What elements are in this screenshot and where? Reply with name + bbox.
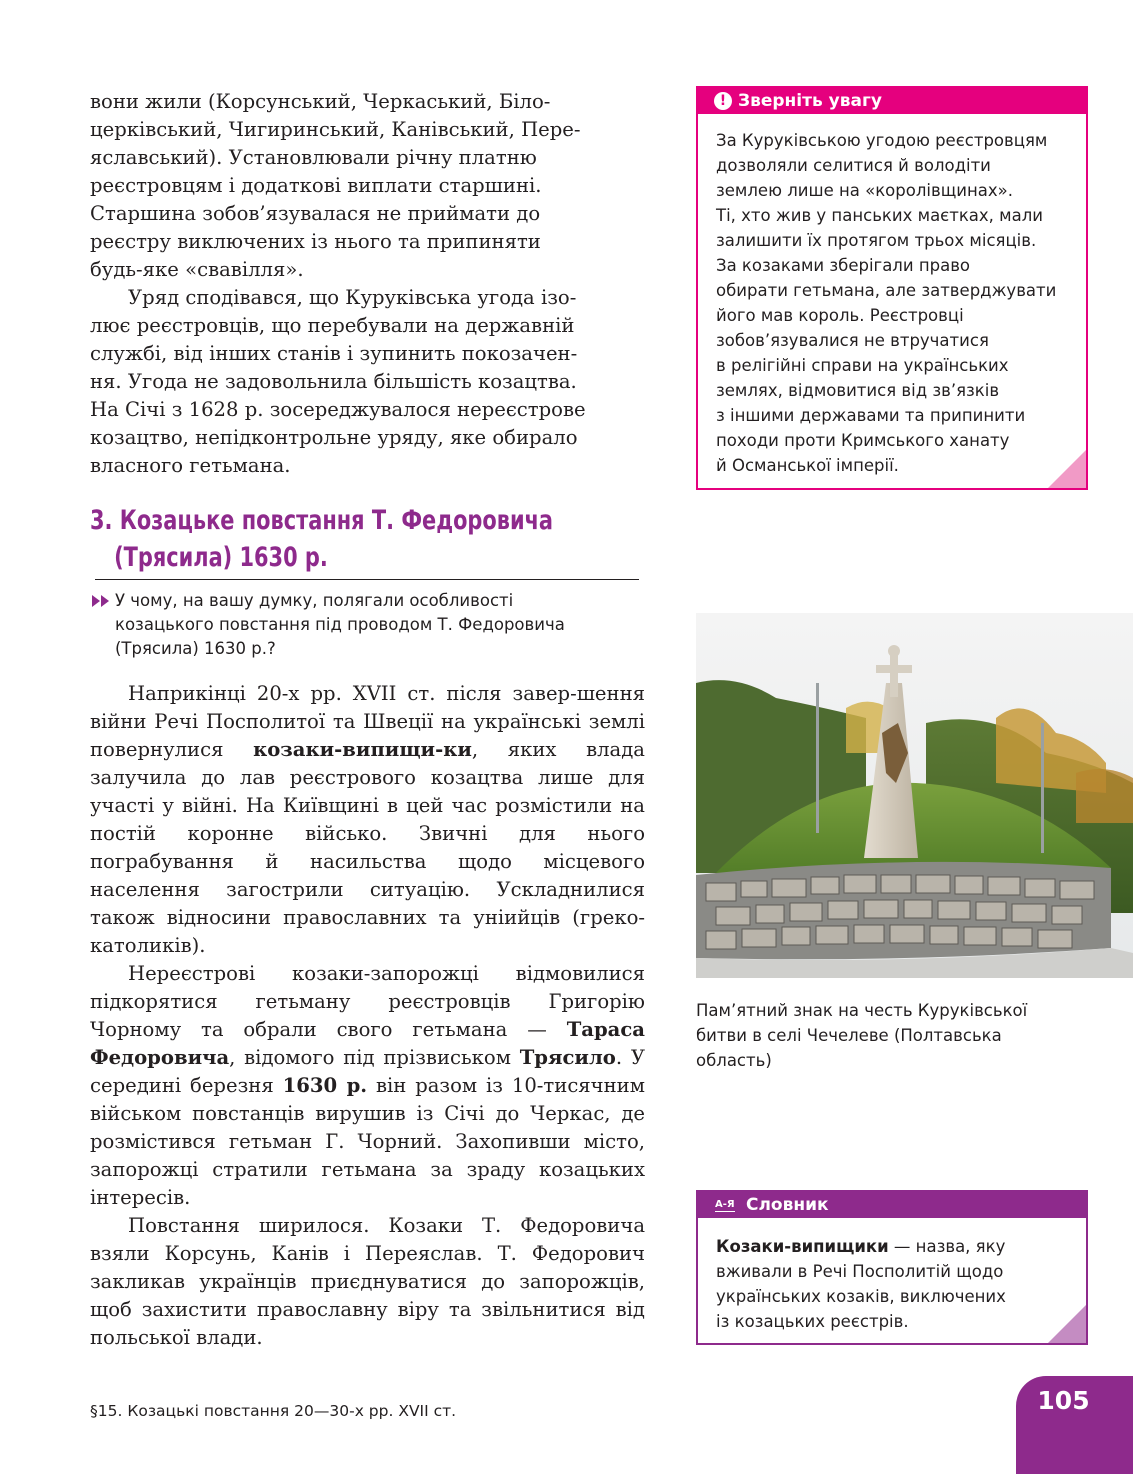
section-heading-line-2: (Трясила) 1630 р. bbox=[114, 542, 328, 573]
attention-line: в релігійні справи на українських bbox=[716, 356, 1009, 375]
section-heading bbox=[90, 502, 572, 576]
p1-line: реєстру виключених із нього та припиняти bbox=[90, 230, 541, 253]
text-run: Нереєстрові козаки-запорожці відмовилися підкорятися гетьману реєстровців Григорію Чорному та обрали свого гетьмана — bbox=[90, 962, 645, 1041]
p1-line: Старшина зобов’язувалася не приймати до bbox=[90, 202, 541, 225]
glossary-term: Козаки-випищики bbox=[716, 1237, 889, 1256]
exclamation-icon: ! bbox=[714, 92, 732, 110]
p2-line: Уряд сподівався, що Куруківська угода ізо- bbox=[128, 286, 577, 309]
caption-line: область) bbox=[696, 1051, 772, 1070]
page-number: 105 bbox=[1037, 1386, 1090, 1415]
attention-box bbox=[696, 86, 1088, 490]
section-question bbox=[115, 589, 635, 661]
p2-line: власного гетьмана. bbox=[90, 454, 291, 477]
attention-line: з іншими державами та припинити bbox=[716, 406, 1026, 425]
attention-line: За козаками зберігали право bbox=[716, 256, 971, 275]
p2-line: службі, від інших станів і зупинить покозачен- bbox=[90, 342, 578, 365]
attention-line: й Османської імперії. bbox=[716, 456, 899, 475]
glossary-header bbox=[698, 1192, 1086, 1218]
corner-fold-icon bbox=[1048, 450, 1086, 488]
question-line: (Трясила) 1630 р.? bbox=[115, 639, 276, 658]
glossary-box bbox=[696, 1190, 1088, 1345]
attention-line: зобов’язувалися не втручатися bbox=[716, 331, 989, 350]
term-bold: козаки-випищи-ки bbox=[253, 738, 472, 761]
glossary-line: вживали в Речі Посполитій щодо bbox=[716, 1262, 1004, 1281]
page-number-tab bbox=[1016, 1376, 1133, 1474]
text-run: , відомого під прізвиськом bbox=[229, 1046, 520, 1069]
p2-line: ня. Угода не задовольнила більшість козацтва. bbox=[90, 370, 577, 393]
heading-divider bbox=[95, 579, 639, 580]
attention-line: обирати гетьмана, але затверджувати bbox=[716, 281, 1057, 300]
paragraph-5: Повстання ширилося. Козаки Т. Федоровича взяли Корсунь, Канів і Переяслав. Т. Федорович закликав українців приєднуватися до запорожців, щоб захистити православну віру та звільнитися від польської влади. bbox=[90, 1214, 645, 1349]
attention-line: землях, відмовитися від зв’язків bbox=[716, 381, 1000, 400]
p1-line: будь-яке «свавілля». bbox=[90, 258, 304, 281]
p2-line: На Січі з 1628 р. зосереджувалося нереєстрове bbox=[90, 398, 586, 421]
caption-line: битви в селі Чечелеве (Полтавська bbox=[696, 1026, 1002, 1045]
p1-line: яславський). Установлювали річну платню bbox=[90, 146, 537, 169]
question-line: козацького повстання під проводом Т. Федоровича bbox=[115, 615, 565, 634]
monument-photo bbox=[696, 613, 1133, 978]
text-run: , яких влада залучила до лав реєстрового козацтва лише для участі у війні. На Київщині в цей час розмістили на постій коронне військо. Звичні для нього пограбування й насильства щодо місцевого населення загострили ситуацію. Ускладнилися також відносини православних та уніийців (греко-католиків). bbox=[90, 738, 645, 957]
glossary-line: українських козаків, виключених bbox=[716, 1287, 1006, 1306]
attention-line: походи проти Кримського ханату bbox=[716, 431, 1010, 450]
running-footer: §15. Козацькі повстання 20—30-х рр. XVII ст. bbox=[90, 1402, 457, 1420]
p1-line: вони жили (Корсунський, Черкаський, Біло- bbox=[90, 90, 551, 113]
p1-line: реєстровцям і додаткові виплати старшині. bbox=[90, 174, 542, 197]
double-arrow-icon bbox=[92, 595, 110, 607]
paragraph-1 bbox=[90, 88, 645, 284]
attention-header bbox=[698, 88, 1086, 114]
attention-line: дозволяли селитися й володіти bbox=[716, 156, 991, 175]
nickname-bold: Трясило bbox=[519, 1046, 616, 1069]
section-heading-line-1: 3. Козацьке повстання Т. Федоровича bbox=[90, 505, 554, 536]
glossary-def-start: — назва, яку bbox=[888, 1237, 1006, 1256]
p2-line: козацтво, непідконтрольне уряду, яке обирало bbox=[90, 426, 578, 449]
corner-fold-icon bbox=[1048, 1305, 1086, 1343]
glossary-line bbox=[716, 1234, 1070, 1259]
name-bold: Тараса Федоровича bbox=[90, 1018, 645, 1069]
dictionary-icon: А-Я bbox=[715, 1199, 735, 1210]
attention-line: його мав король. Реєстровці bbox=[716, 306, 964, 325]
attention-text bbox=[698, 114, 1086, 478]
paragraph-4 bbox=[90, 960, 645, 1212]
top-text-column bbox=[90, 88, 645, 480]
photo-caption bbox=[696, 998, 1116, 1073]
attention-line: За Куруківською угодою реєстровцям bbox=[716, 131, 1048, 150]
paragraph-3 bbox=[90, 680, 645, 960]
glossary-title: Словник bbox=[746, 1195, 829, 1215]
date-bold: 1630 р. bbox=[282, 1074, 368, 1097]
glossary-line: із козацьких реєстрів. bbox=[716, 1312, 909, 1331]
attention-title: Зверніть увагу bbox=[738, 91, 882, 111]
p2-line: лює реєстровців, що перебували на державній bbox=[90, 314, 575, 337]
caption-line: Пам’ятний знак на честь Куруківської bbox=[696, 1001, 1028, 1020]
paragraph-2 bbox=[90, 284, 645, 480]
body-text-column bbox=[90, 680, 645, 1352]
p1-line: церківський, Чигиринський, Канівський, Пере- bbox=[90, 118, 581, 141]
attention-line: землею лише на «королівщинах». bbox=[716, 181, 1013, 200]
text-run: . У середині березня bbox=[90, 1046, 645, 1097]
text-run: Наприкінці 20-х рр. XVII ст. після завер-шення війни Речі Посполитої та Швеції на українські землі повернулися bbox=[90, 682, 645, 761]
attention-line: залишити їх протягом трьох місяців. bbox=[716, 231, 1037, 250]
text-run: він разом із 10-тисячним військом повстанців вирушив із Січі до Черкас, де розмістився гетьман Г. Чорний. Захопивши місто, запорожці стратили гетьмана за зраду козацьких інтересів. bbox=[90, 1074, 645, 1209]
question-line: У чому, на вашу думку, полягали особливості bbox=[115, 591, 514, 610]
monument-photo-illustration bbox=[696, 613, 1133, 978]
attention-line: Ті, хто жив у панських маєтках, мали bbox=[716, 206, 1044, 225]
glossary-text bbox=[698, 1218, 1086, 1334]
